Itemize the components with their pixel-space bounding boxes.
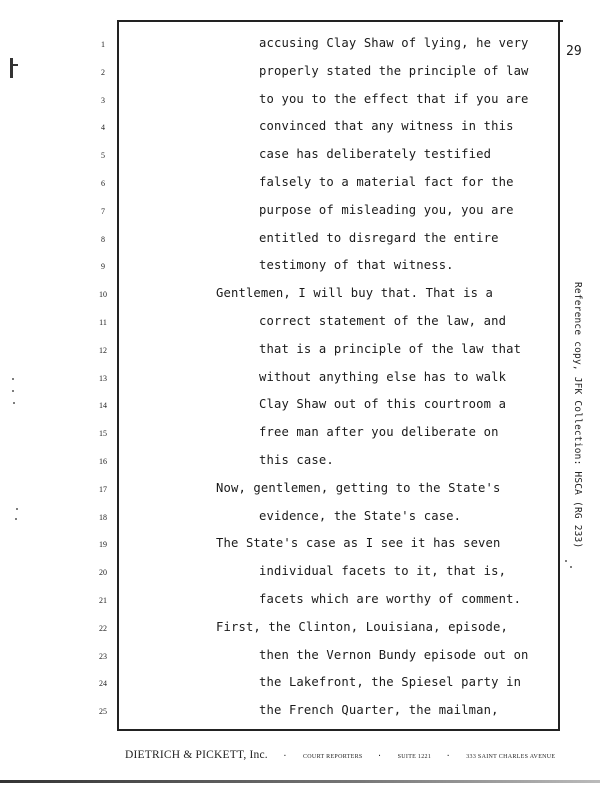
transcript-line: First, the Clinton, Louisiana, episode, [216,619,509,634]
scan-artifact-speck [16,508,18,510]
transcript-line: without anything else has to walk [259,369,507,384]
transcript-line: facets which are worthy of comment. [259,592,522,606]
court-reporter-footer [125,743,555,762]
line-number: 6 [101,179,105,188]
transcript-line: Gentlemen, I will buy that. That is a [216,286,494,301]
transcript-line: free man after you deliberate on [259,425,499,440]
line-number: 19 [99,540,107,550]
line-number: 20 [99,568,107,578]
line-number: 12 [99,345,107,355]
line-number: 7 [101,206,105,216]
line-number: 24 [99,679,107,689]
scan-artifact-binding-mark [13,64,18,66]
scan-artifact-speck [12,378,14,380]
frame-bottom-border [118,729,560,731]
line-number: 10 [99,290,107,300]
transcript-line: convinced that any witness in this [259,119,514,134]
transcript-line: properly stated the principle of law [259,63,529,78]
transcript-line: The State's case as I see it has seven [216,536,501,551]
archive-reference-note: Reference copy, JFK Collection: HSCA (RG 233) [572,282,583,549]
footer-separator: · [377,751,382,760]
transcript-line: individual facets to it, that is, [259,564,507,579]
footer-separator: · [282,751,288,760]
frame-right-border [558,20,560,731]
scan-artifact-speck [12,390,14,392]
line-number: 15 [99,429,107,439]
transcript-line: falsely to a material fact for the [259,175,514,189]
transcript-line: correct statement of the law, and [259,314,507,328]
line-number: 2 [101,67,105,77]
line-number: 17 [99,484,107,494]
line-number: 5 [101,151,105,161]
transcript-line: to you to the effect that if you are [259,91,529,106]
frame-top-border [118,20,563,22]
line-number: 8 [101,234,105,244]
line-number: 22 [99,623,107,633]
transcript-line: that is a principle of the law that [259,341,522,356]
transcript-line: Now, gentlemen, getting to the State's [216,480,501,495]
transcript-line: Clay Shaw out of this courtroom a [259,397,507,412]
line-number: 14 [99,401,107,411]
transcript-line: the French Quarter, the mailman, [259,703,499,718]
line-number: 18 [99,512,107,522]
footer-firm-name: DIETRICH & PICKETT, Inc. [125,749,268,761]
line-number: 21 [99,596,107,605]
footer-role: COURT REPORTERS [303,754,363,760]
transcript-line: entitled to disregard the entire [259,230,499,245]
line-number: 25 [99,707,107,717]
scan-artifact-speck [13,402,15,404]
scan-artifact-speck [570,566,572,568]
scan-artifact-speck [565,560,567,562]
line-number: 16 [99,457,107,466]
transcript-line: case has deliberately testified [259,147,492,162]
transcript-line: testimony of that witness. [259,258,454,273]
footer-separator: · [445,751,451,760]
transcript-line: accusing Clay Shaw of lying, he very [259,36,529,50]
transcript-line: this case. [259,453,334,467]
transcript-line: then the Vernon Bundy episode out on [259,647,529,662]
transcript-line: evidence, the State's case. [259,508,462,523]
line-number: 9 [101,262,105,272]
scan-artifact-speck [15,518,17,520]
line-number: 1 [101,40,105,49]
line-number: 11 [99,318,107,327]
transcript-line: the Lakefront, the Spiesel party in [259,675,522,690]
line-number: 13 [99,373,107,383]
frame-left-border [117,20,119,731]
scan-artifact-binding-mark [10,58,13,78]
line-number: 23 [99,651,107,661]
line-number: 4 [101,123,105,133]
line-number: 3 [101,95,105,105]
scan-artifact-bottom-bar [0,780,600,783]
footer-address: 333 SAINT CHARLES AVENUE [466,754,556,760]
transcript-line: purpose of misleading you, you are [259,202,514,217]
footer-suite: SUITE 1221 [397,754,432,760]
page-number: 29 [566,44,582,59]
